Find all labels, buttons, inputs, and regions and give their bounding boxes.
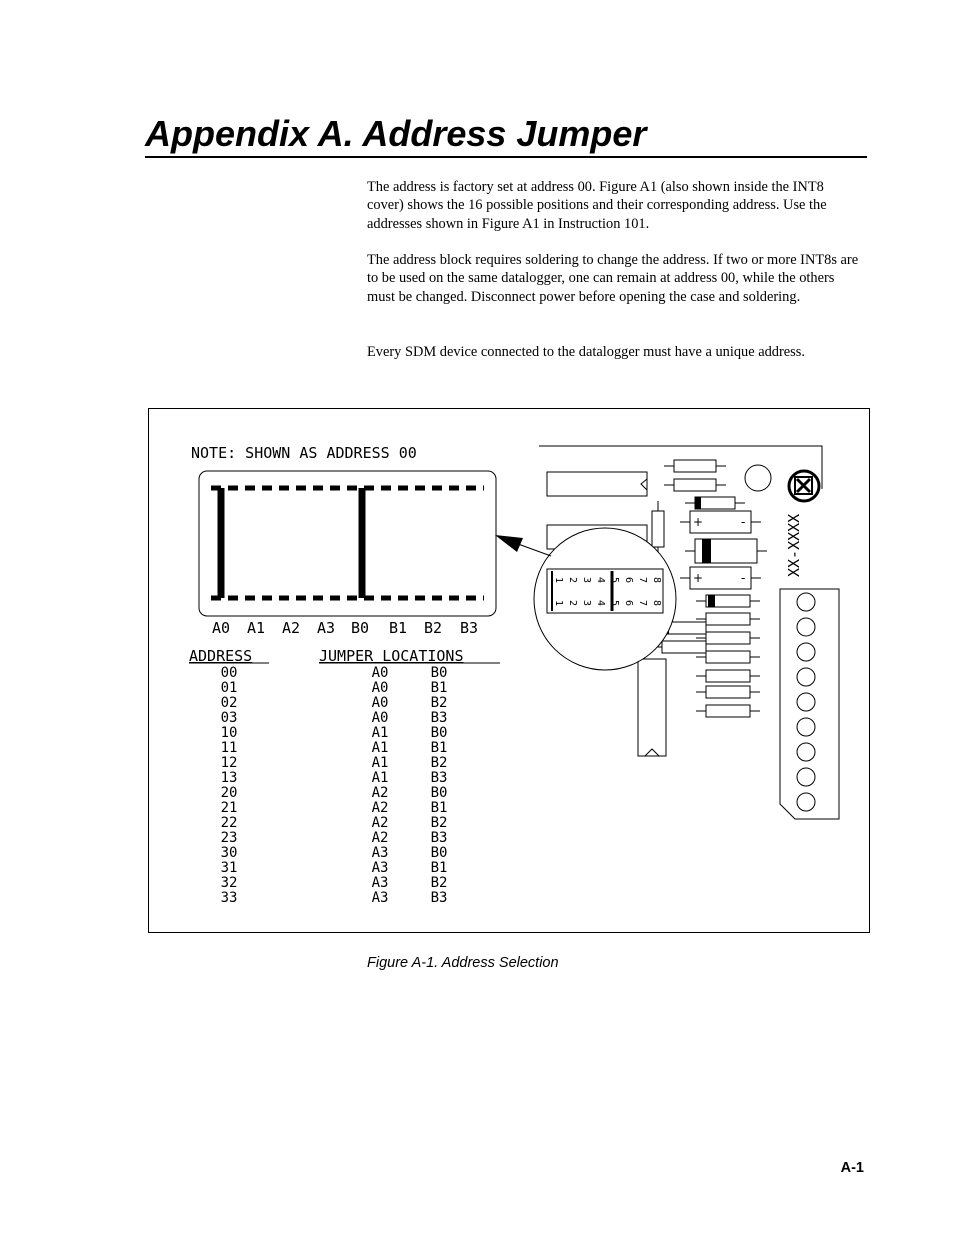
address-column-header: ADDRESS — [189, 647, 253, 665]
jumper-cell: A1 — [371, 755, 389, 771]
jumper-position-labels — [212, 619, 478, 637]
address-cell: 32 — [220, 875, 238, 891]
jumper-cell: B2 — [430, 815, 448, 831]
jumper-cell: A0 — [371, 680, 389, 696]
address-cell: 31 — [220, 860, 238, 876]
paragraph-address-default: The address is factory set at address 00. Figure A1 (also shown inside the INT8 cover) shows the 16 possible positions and their corresponding address. Use the addresses shown in Figure A1 in Instruction 101. — [367, 179, 827, 232]
header-digit: 1 — [553, 600, 564, 607]
jumper-locations-column-header: JUMPER LOCATIONS — [319, 647, 464, 665]
paragraph-unique-address: Every SDM device connected to the datalogger must have a unique address. — [367, 344, 805, 360]
address-table — [221, 665, 448, 906]
jumper-cell: B3 — [430, 710, 448, 726]
jumper-cell: A0 — [371, 665, 389, 681]
jumper-cell: B1 — [430, 860, 448, 876]
jumper-cell: B0 — [430, 785, 448, 801]
jumper-label: B1 — [389, 619, 408, 637]
magnifier-circle — [534, 528, 676, 670]
capacitor-minus-sign: - — [741, 571, 746, 585]
terminal-holes — [797, 593, 815, 811]
resistor — [652, 511, 664, 547]
jumper-cell: B1 — [430, 800, 448, 816]
jumper-label: A2 — [282, 619, 301, 637]
jumper-cell: B3 — [430, 770, 448, 786]
address-cell: 01 — [220, 680, 238, 696]
jumper-cell: A3 — [371, 890, 389, 906]
diagram-note: NOTE: SHOWN AS ADDRESS 00 — [191, 444, 417, 462]
jumper-label: A1 — [247, 619, 266, 637]
board-component — [547, 472, 647, 496]
address-cell: 20 — [220, 785, 238, 801]
resistor — [674, 479, 716, 491]
board-edge — [539, 446, 822, 489]
jumper-cell: A2 — [371, 785, 389, 801]
page-title: Appendix A. Address Jumper — [145, 113, 647, 154]
header-digit: 2 — [567, 577, 578, 584]
address-cell: 21 — [220, 800, 238, 816]
address-cell: 12 — [220, 755, 238, 771]
jumper-label: B2 — [424, 619, 443, 637]
jumper-cell: A1 — [371, 740, 389, 756]
magnifier-arrowhead — [495, 535, 523, 552]
address-jumper-diagram — [149, 409, 871, 934]
capacitor-plus-sign: + — [693, 571, 704, 585]
jumper-cell: A3 — [371, 875, 389, 891]
jumper-label: A3 — [317, 619, 336, 637]
address-cell: 22 — [220, 815, 238, 831]
jumper-cell: A2 — [371, 815, 389, 831]
header-digit: 3 — [581, 600, 592, 607]
jumper-cell: B2 — [430, 875, 448, 891]
jumper-cell: B0 — [430, 725, 448, 741]
address-cell: 13 — [220, 770, 238, 786]
figure-address-selection — [148, 408, 870, 933]
address-cell: 10 — [220, 725, 238, 741]
jumper-label: B0 — [351, 619, 370, 637]
integrated-circuit — [638, 659, 666, 756]
address-cell: 30 — [220, 845, 238, 861]
address-cell: 11 — [220, 740, 238, 756]
jumper-label: A0 — [212, 619, 231, 637]
paragraph-soldering: The address block requires soldering to change the address. If two or more INT8s are to be used on the same datalogger, one can remain at address 00, while the others must be changed. Disconnect power before opening the case and soldering. — [367, 252, 859, 305]
jumper-label: B3 — [460, 619, 479, 637]
header-digit: 7 — [637, 600, 648, 607]
resistor — [674, 460, 716, 472]
page-number: A-1 — [840, 1160, 864, 1176]
mounting-hole — [745, 465, 771, 491]
board-component-notch — [641, 479, 647, 490]
header-digit: 1 — [553, 577, 564, 584]
header-digit: 8 — [651, 577, 662, 584]
terminal-strip — [780, 589, 839, 819]
jumper-cell: B2 — [430, 695, 448, 711]
jumper-cell: A2 — [371, 800, 389, 816]
header-digit: 4 — [595, 600, 606, 607]
header-digit: 3 — [581, 577, 592, 584]
address-cell: 00 — [220, 665, 238, 681]
jumper-cell: B2 — [430, 755, 448, 771]
jumper-cell: A1 — [371, 725, 389, 741]
jumper-cell: B3 — [430, 890, 448, 906]
header-digit: 5 — [609, 600, 620, 607]
jumper-cell: A3 — [371, 860, 389, 876]
address-cell: 33 — [220, 890, 238, 906]
jumper-cell: B0 — [430, 845, 448, 861]
header-digit: 6 — [623, 577, 634, 584]
jumper-cell: B3 — [430, 830, 448, 846]
jumper-cell: B1 — [430, 680, 448, 696]
jumper-block-outline — [199, 471, 496, 616]
jumper-cell: A1 — [371, 770, 389, 786]
address-cell: 03 — [220, 710, 238, 726]
address-cell: 23 — [220, 830, 238, 846]
address-cell: 02 — [220, 695, 238, 711]
capacitor-minus-sign: - — [741, 515, 746, 529]
jumper-cell: A0 — [371, 710, 389, 726]
jumper-cell: A2 — [371, 830, 389, 846]
header-digit: 5 — [609, 577, 620, 584]
capacitor-plus-sign: + — [693, 515, 704, 529]
jumper-cell: B1 — [430, 740, 448, 756]
header-digit: 7 — [637, 577, 648, 584]
header-digit: 4 — [595, 577, 606, 584]
header-digit: 6 — [623, 600, 634, 607]
header-digit: 2 — [567, 600, 578, 607]
board-label: XX-XXXX — [785, 513, 803, 577]
header-digit: 8 — [651, 600, 662, 607]
figure-caption: Figure A-1. Address Selection — [367, 955, 559, 971]
title-rule — [145, 156, 867, 158]
jumper-cell: A3 — [371, 845, 389, 861]
jumper-cell: B0 — [430, 665, 448, 681]
jumper-cell: A0 — [371, 695, 389, 711]
